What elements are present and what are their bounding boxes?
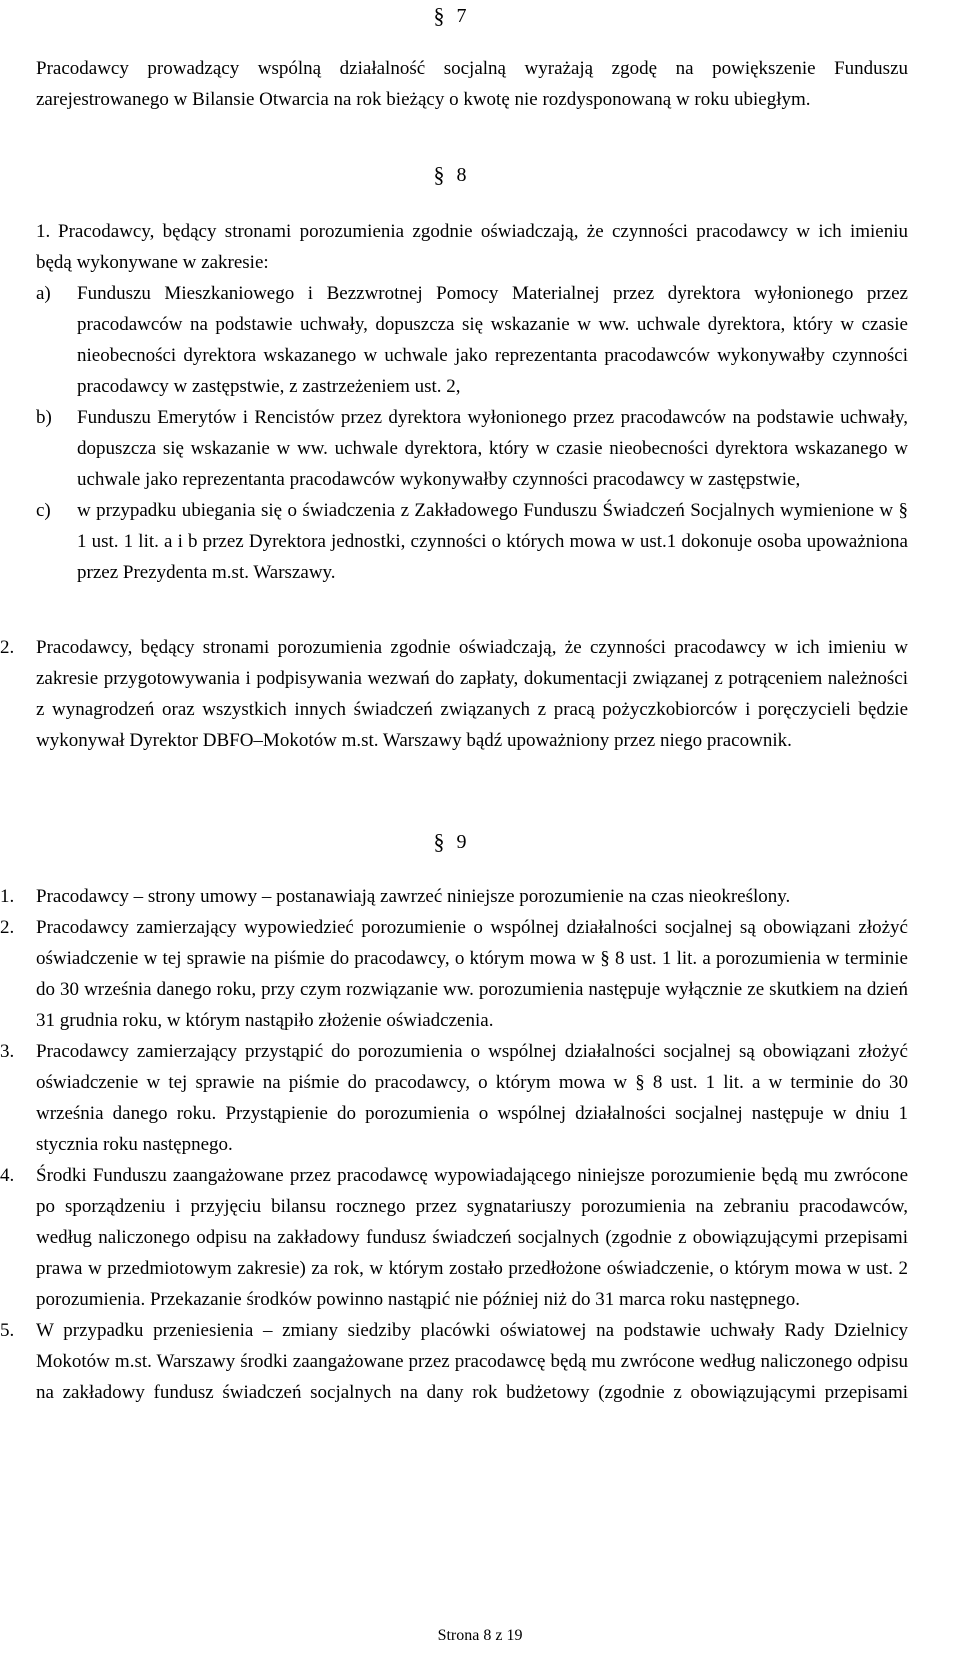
item-number: 4. — [0, 1165, 15, 1186]
list-item — [36, 278, 908, 402]
list-item — [0, 881, 908, 912]
item-label: a) — [36, 283, 51, 304]
item-number: 1. — [0, 886, 15, 907]
item-number: 2. — [0, 917, 15, 938]
item-text: Pracodawcy – strony umowy – postanawiają zawrzeć niniejsze porozumienie na czas nieokreślony. — [36, 886, 791, 907]
item-number: 5. — [0, 1320, 15, 1341]
item-text: Funduszu Mieszkaniowego i Bezzwrotnej Pomocy Materialnej przez dyrektora wyłonionego przez pracodawców na podstawie uchwały, dopuszcza się wskazanie w ww. uchwale dyrektora, który w czasie nieobecności dyrektora wskazanego w uchwale jako reprezentanta pracodawców wykonywałby czynności pracodawcy w zastępstwie, z zastrzeżeniem ust. 2, — [77, 283, 908, 397]
item-label: c) — [36, 500, 51, 521]
list-item — [0, 912, 908, 1036]
section-symbol: § — [433, 162, 445, 187]
section-number: 7 — [456, 5, 467, 27]
list-item — [36, 402, 908, 495]
list-item — [36, 495, 908, 588]
list-item — [0, 1160, 908, 1315]
section-number: 9 — [456, 831, 467, 853]
point-number: 1. — [36, 221, 51, 242]
section-7-paragraph: Pracodawcy prowadzący wspólną działalność socjalną wyrażają zgodę na powiększenie Funduszu zarejestrowanego w Bilansie Otwarcia na rok bieżący o kwotę nie rozdysponowaną w roku ubiegłym. — [36, 58, 908, 110]
point-text: Pracodawcy, będący stronami porozumienia zgodnie oświadczają, że czynności pracodawcy w ich imieniu będą wykonywane w zakresie: — [36, 221, 908, 273]
list-item — [0, 1315, 908, 1408]
section-number: 8 — [456, 164, 467, 186]
section-symbol: § — [433, 3, 445, 28]
item-text: W przypadku przeniesienia – zmiany siedziby placówki oświatowej na podstawie uchwały Rady Dzielnicy Mokotów m.st. Warszawy środki zaangażowane przez pracodawcę będą mu zwrócone według naliczonego odpisu na zakładowy fundusz świadczeń socjalnych na dany rok budżetowy (zgodnie z obowiązującymi przepisami — [36, 1320, 908, 1403]
item-label: b) — [36, 407, 52, 428]
section-8-point-1 — [36, 216, 908, 588]
item-text: Pracodawcy zamierzający wypowiedzieć porozumienie o wspólnej działalności socjalnej są obowiązani złożyć oświadczenie w tej sprawie na piśmie do pracodawcy, o którym mowa w § 8 ust. 1 lit. a porozumienia w terminie do 30 września danego roku, przy czym rozwiązanie ww. porozumienia następuje wyłącznie ze skutkiem na dzień 31 grudnia roku, w którym nastąpiło złożenie oświadczenia. — [36, 917, 908, 1031]
section-7-heading — [420, 4, 480, 28]
item-number: 3. — [0, 1041, 15, 1062]
section-8-point-2 — [0, 632, 908, 756]
section-symbol: § — [433, 829, 445, 854]
section-9-heading — [420, 830, 480, 854]
item-text: Funduszu Emerytów i Rencistów przez dyrektora wyłonionego przez pracodawców na podstawie uchwały, dopuszcza się wskazanie w ww. uchwale dyrektora, który w czasie nieobecności dyrektora wskazanego w uchwale jako reprezentanta pracodawców wykonywałby czynności pracodawcy w zastępstwie, — [77, 407, 908, 490]
item-text: w przypadku ubiegania się o świadczenia z Zakładowego Funduszu Świadczeń Socjalnych wymienione w § 1 ust. 1 lit. a i b przez Dyrektora jednostki, czynności o których mowa w ust.1 dokonuje osoba upoważniona przez Prezydenta m.st. Warszawy. — [77, 500, 908, 583]
list-item — [0, 1036, 908, 1160]
section-9-list — [0, 881, 908, 1408]
section-8-heading — [420, 163, 480, 187]
point-number: 2. — [0, 637, 15, 658]
page-footer: Strona 8 z 19 — [437, 1627, 523, 1644]
item-text: Pracodawcy zamierzający przystąpić do porozumienia o wspólnej działalności socjalnej są obowiązani złożyć oświadczenie w tej sprawie na piśmie do pracodawcy, o którym mowa w § 8 ust. 1 lit. a w terminie do 30 września danego roku. Przystąpienie do porozumienia o wspólnej działalności socjalnej następuje w dniu 1 stycznia roku następnego. — [36, 1041, 908, 1155]
point-text: Pracodawcy, będący stronami porozumienia zgodnie oświadczają, że czynności pracodawcy w ich imieniu w zakresie przygotowywania i podpisywania wezwań do zapłaty, dokumentacji związanej z potrąceniem należności z wynagrodzeń oraz wszystkich innych świadczeń związanych z pracą pożyczkobiorców i poręczycieli będzie wykonywał Dyrektor DBFO–Mokotów m.st. Warszawy bądź upoważniony przez niego pracownik. — [36, 637, 908, 751]
item-text: Środki Funduszu zaangażowane przez pracodawcę wypowiadającego niniejsze porozumienie będą mu zwrócone po sporządzeniu i przyjęciu bilansu rocznego przez sygnatariuszy porozumienia na zebraniu pracodawców, według naliczonego odpisu na zakładowy fundusz świadczeń socjalnych (zgodnie z obowiązującymi przepisami prawa w przedmiotowym zakresie) za rok, w którym zostało przedłożone oświadczenie, o którym mowa w ust. 2 porozumienia. Przekazanie środków powinno nastąpić nie później niż do 31 marca roku następnego. — [36, 1165, 908, 1310]
